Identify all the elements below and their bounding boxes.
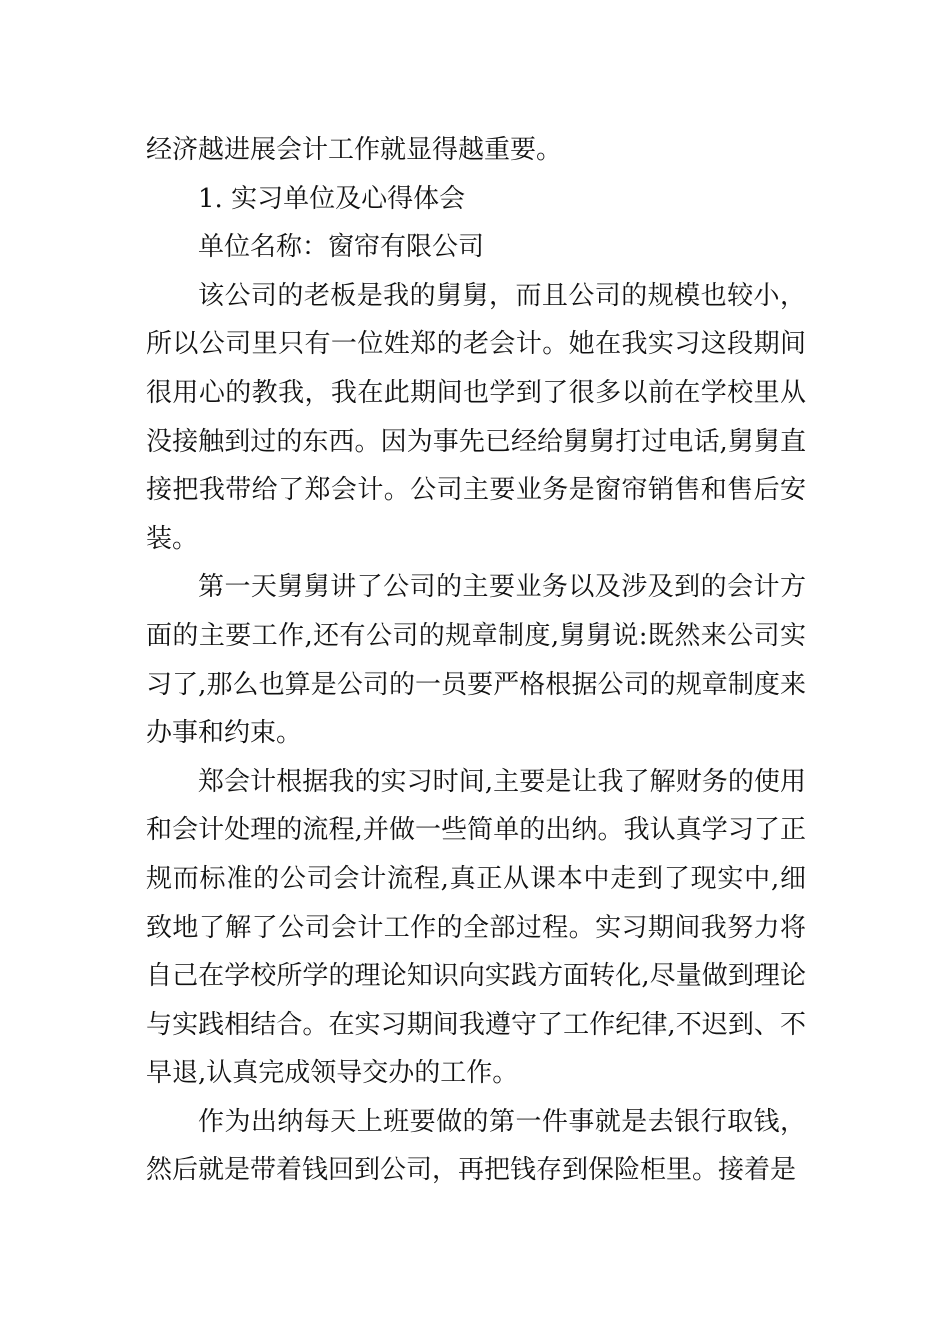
paragraph-company-intro: 该公司的老板是我的舅舅，而且公司的规模也较小，所以公司里只有一位姓郑的老会计。她在我实习这段期间很用心的教我，我在此期间也学到了很多以前在学校里从没接触到过的东西。因为事先已经给舅舅打过电话,舅舅直接把我带给了郑会计。公司主要业务是窗帘销售和售后安装。	[146, 280, 806, 554]
paragraph-continuation: 经济越进展会计工作就显得越重要。	[146, 135, 563, 165]
paragraph-first-day: 第一天舅舅讲了公司的主要业务以及涉及到的会计方面的主要工作,还有公司的规章制度,舅舅说:既然来公司实习了,那么也算是公司的一员要严格根据公司的规章制度来办事和约束。	[146, 572, 806, 749]
unit-name-line: 单位名称：窗帘有限公司	[198, 232, 485, 263]
section-heading: 1. 实习单位及心得体会	[198, 183, 466, 214]
paragraph-cashier-duties: 作为出纳每天上班要做的第一件事就是去银行取钱，然后就是带着钱回到公司，再把钱存到保险柜里。接着是	[146, 1106, 806, 1186]
paragraph-accounting-process: 郑会计根据我的实习时间,主要是让我了解财务的使用和会计处理的流程,并做一些简单的出纳。我认真学习了正规而标准的公司会计流程,真正从课本中走到了现实中,细致地了解了公司会计工作的全部过程。实习期间我努力将自己在学校所学的理论知识向实践方面转化,尽量做到理论与实践相结合。在实习期间我遵守了工作纪律,不迟到、不早退,认真完成领导交办的工作。	[146, 766, 806, 1089]
document-body	[146, 126, 806, 1195]
